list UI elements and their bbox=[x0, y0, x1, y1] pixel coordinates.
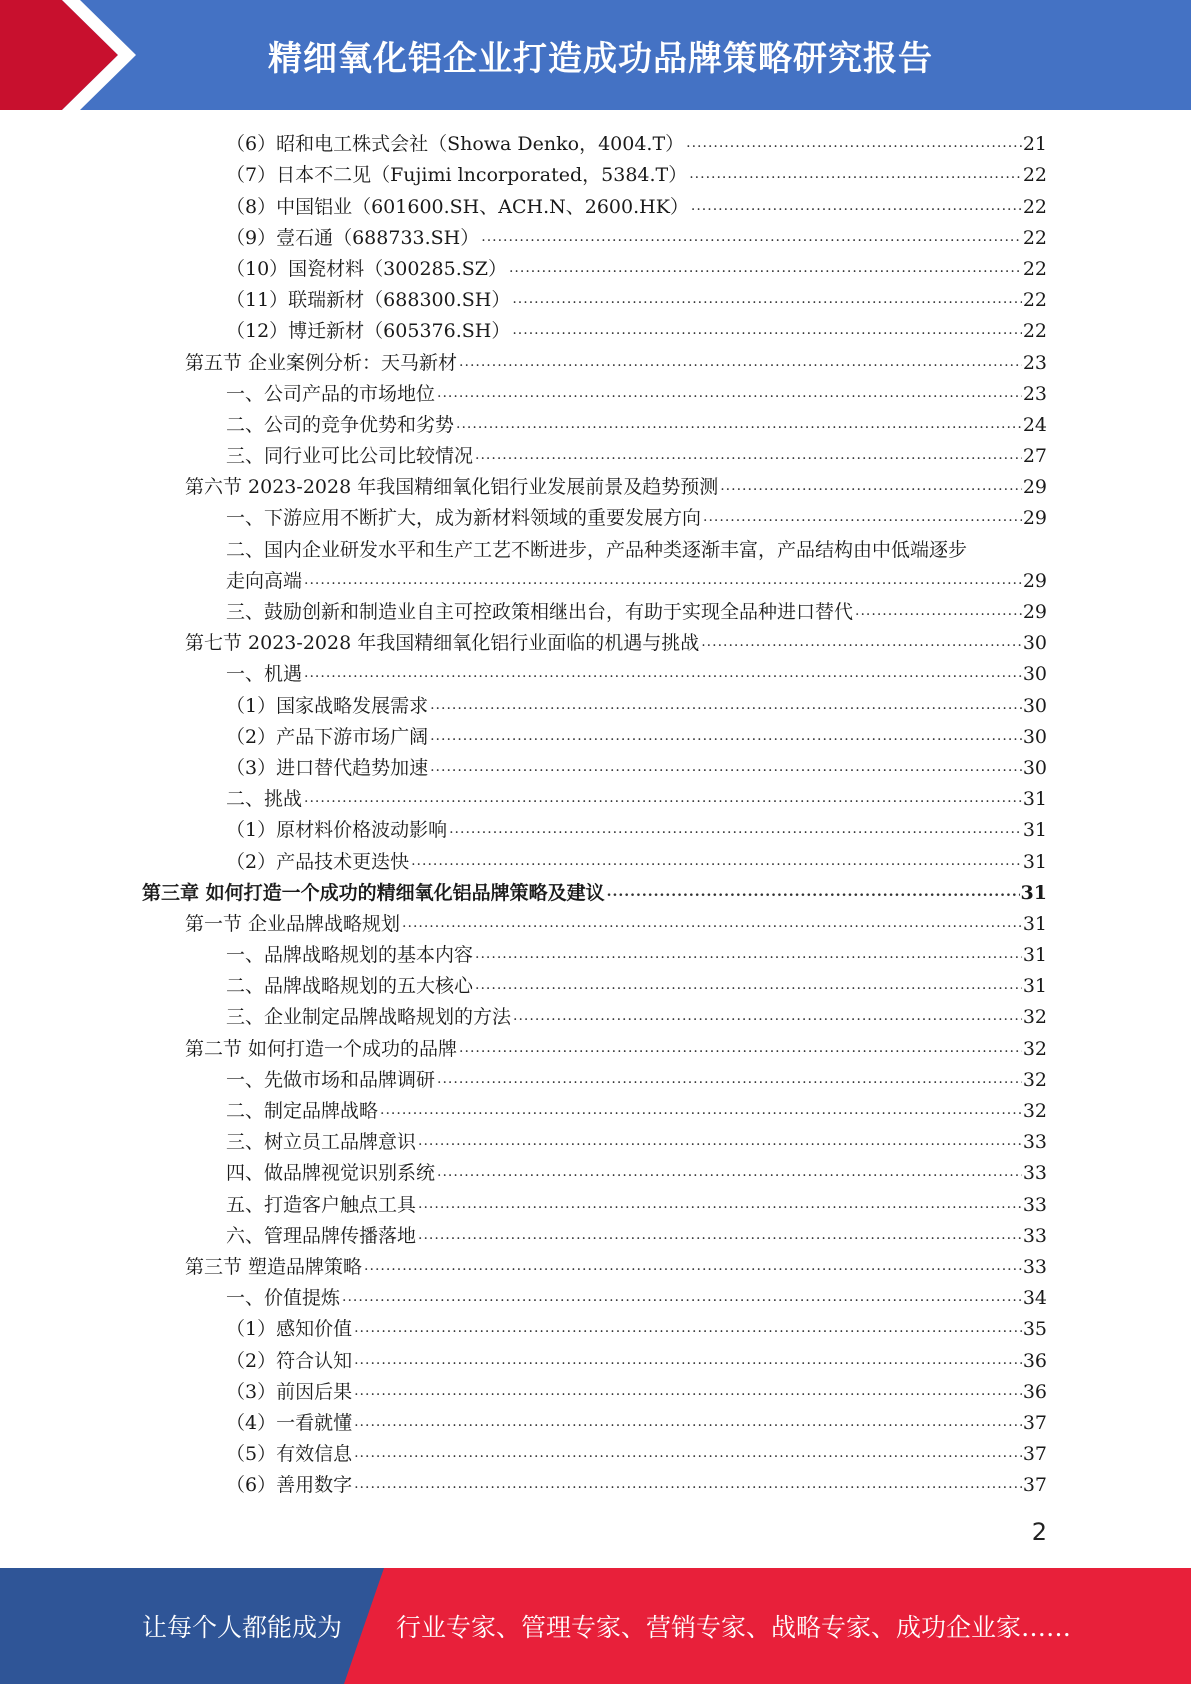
toc-leader-dots bbox=[402, 918, 1022, 932]
toc-entry[interactable] bbox=[0, 221, 1191, 252]
toc-entry-title: （10）国瓷材料（300285.SZ） bbox=[226, 257, 507, 280]
toc-entry-title: 第六节 2023-2028 年我国精细氧化铝行业发展前景及趋势预测 bbox=[185, 476, 719, 499]
toc-entry-title: （1）国家战略发展需求 bbox=[226, 694, 429, 717]
toc-entry-title: 一、公司产品的市场地位 bbox=[226, 382, 436, 405]
footer-slogan-left: 让每个人都能成为 bbox=[142, 1613, 343, 1642]
toc-entry-title: 二、挑战 bbox=[226, 788, 303, 811]
toc-entry[interactable] bbox=[0, 1063, 1191, 1094]
toc-leader-dots bbox=[691, 201, 1022, 215]
toc-entry-page: 31 bbox=[1022, 788, 1047, 811]
toc-entry-title: 一、下游应用不断扩大，成为新材料领域的重要发展方向 bbox=[226, 507, 702, 530]
toc-entry-page: 30 bbox=[1022, 725, 1047, 748]
toc-entry[interactable] bbox=[0, 532, 1191, 594]
toc-entry-page: 29 bbox=[1022, 601, 1047, 623]
toc-leader-dots bbox=[456, 419, 1022, 433]
toc-entry[interactable] bbox=[0, 283, 1191, 314]
toc-entry-title: 第二节 如何打造一个成功的品牌 bbox=[185, 1037, 458, 1060]
toc-entry[interactable] bbox=[0, 907, 1191, 938]
toc-entry[interactable] bbox=[0, 314, 1191, 345]
toc-entry[interactable] bbox=[0, 969, 1191, 1000]
toc-leader-dots bbox=[509, 263, 1022, 277]
toc-entry-title: 三、同行业可比公司比较情况 bbox=[226, 445, 474, 468]
toc-entry-title: （2）符合认知 bbox=[226, 1349, 353, 1372]
toc-entry-page: 30 bbox=[1022, 632, 1047, 655]
toc-entry-page: 24 bbox=[1022, 413, 1047, 436]
toc-entry[interactable] bbox=[0, 1094, 1191, 1125]
toc-leader-dots bbox=[513, 1011, 1022, 1025]
toc-entry[interactable] bbox=[0, 657, 1191, 688]
toc-entry-page: 37 bbox=[1022, 1411, 1047, 1434]
toc-entry-page: 35 bbox=[1022, 1318, 1047, 1341]
toc-entry[interactable] bbox=[0, 470, 1191, 501]
toc-entry-title-continued: 走向高端 bbox=[226, 569, 303, 592]
toc-entry-title: 二、公司的竞争优势和劣势 bbox=[226, 413, 455, 436]
toc-entry[interactable] bbox=[0, 158, 1191, 189]
toc-leader-dots bbox=[481, 232, 1022, 246]
toc-entry-page: 22 bbox=[1022, 164, 1047, 187]
toc-entry[interactable] bbox=[0, 377, 1191, 408]
toc-entry-page: 22 bbox=[1022, 289, 1047, 312]
toc-entry-title: （7）日本不二见（Fujimi lncorporated，5384.T） bbox=[226, 164, 688, 187]
toc-entry-title: 第七节 2023-2028 年我国精细氧化铝行业面临的机遇与挑战 bbox=[185, 632, 700, 655]
toc-entry-title: 二、品牌战略规划的五大核心 bbox=[226, 975, 474, 998]
toc-entry[interactable] bbox=[0, 1437, 1191, 1468]
toc-entry-page: 30 bbox=[1022, 756, 1047, 779]
toc-entry[interactable] bbox=[0, 1000, 1191, 1031]
toc-entry[interactable] bbox=[0, 1250, 1191, 1281]
toc-entry[interactable] bbox=[0, 1031, 1191, 1062]
toc-entry[interactable] bbox=[0, 1125, 1191, 1156]
toc-leader-dots bbox=[380, 1105, 1022, 1119]
toc-leader-dots bbox=[430, 731, 1022, 745]
toc-leader-dots bbox=[364, 1261, 1022, 1275]
toc-entry[interactable] bbox=[0, 626, 1191, 657]
toc-entry-page: 22 bbox=[1022, 257, 1047, 280]
toc-entry-page: 37 bbox=[1022, 1474, 1047, 1497]
toc-leader-dots bbox=[354, 1386, 1022, 1400]
toc-entry-page: 32 bbox=[1022, 1037, 1047, 1060]
toc-entry-title: （3）进口替代趋势加速 bbox=[226, 756, 429, 779]
toc-leader-dots bbox=[475, 450, 1022, 464]
toc-entry-page: 30 bbox=[1022, 694, 1047, 717]
toc-entry[interactable] bbox=[0, 595, 1191, 626]
toc-entry-title: （9）壹石通（688733.SH） bbox=[226, 226, 480, 249]
toc-entry-title: （2）产品技术更迭快 bbox=[226, 850, 410, 873]
toc-entry[interactable] bbox=[0, 501, 1191, 532]
toc-leader-dots bbox=[701, 637, 1022, 651]
toc-leader-dots bbox=[430, 700, 1022, 714]
page-header bbox=[0, 0, 1191, 110]
toc-entry-page: 33 bbox=[1022, 1255, 1047, 1278]
toc-entry-page: 29 bbox=[1022, 476, 1047, 499]
toc-entry-title: 三、企业制定品牌战略规划的方法 bbox=[226, 1006, 512, 1029]
toc-leader-dots bbox=[354, 1323, 1022, 1337]
toc-entry-title: 四、做品牌视觉识别系统 bbox=[226, 1162, 436, 1185]
toc-entry-title: 第三节 塑造品牌策略 bbox=[185, 1255, 363, 1278]
toc-entry-page: 29 bbox=[1022, 569, 1047, 592]
toc-entry[interactable] bbox=[0, 189, 1191, 220]
toc-leader-dots bbox=[304, 668, 1022, 682]
toc-leader-dots bbox=[354, 1355, 1022, 1369]
toc-entry-title: 六、管理品牌传播落地 bbox=[226, 1224, 417, 1247]
toc-entry-page: 32 bbox=[1022, 1100, 1047, 1122]
toc-entry-title: 二、国内企业研发水平和生产工艺不断进步，产品种类逐渐丰富，产品结构由中低端逐步 bbox=[226, 538, 968, 561]
toc-entry-title: （6）善用数字 bbox=[226, 1474, 353, 1497]
toc-entry-page: 36 bbox=[1022, 1380, 1047, 1403]
toc-entry-page: 36 bbox=[1022, 1349, 1047, 1372]
toc-leader-dots bbox=[459, 357, 1022, 371]
toc-leader-dots bbox=[449, 824, 1022, 838]
table-of-contents bbox=[0, 127, 1191, 1499]
toc-entry-title: 第三章 如何打造一个成功的精细氧化铝品牌策略及建议 bbox=[142, 881, 605, 904]
toc-entry-title: 一、品牌战略规划的基本内容 bbox=[226, 944, 474, 967]
toc-entry-title: （4）一看就懂 bbox=[226, 1411, 353, 1434]
toc-leader-dots bbox=[437, 1167, 1022, 1181]
toc-entry[interactable] bbox=[0, 688, 1191, 719]
toc-entry-title: 二、制定品牌战略 bbox=[226, 1100, 379, 1122]
toc-entry-page: 23 bbox=[1022, 382, 1047, 405]
toc-entry[interactable] bbox=[0, 1312, 1191, 1343]
toc-entry-title: （5）有效信息 bbox=[226, 1443, 353, 1466]
toc-entry[interactable] bbox=[0, 1406, 1191, 1437]
toc-entry-title: （11）联瑞新材（688300.SH） bbox=[226, 289, 511, 312]
toc-entry-title: 三、鼓励创新和制造业自主可控政策相继出台，有助于实现全品种进口替代 bbox=[226, 601, 854, 623]
toc-entry[interactable] bbox=[0, 751, 1191, 782]
toc-leader-dots bbox=[459, 1043, 1022, 1057]
toc-leader-dots bbox=[475, 949, 1022, 963]
toc-leader-dots bbox=[475, 980, 1022, 994]
toc-entry-page: 32 bbox=[1022, 1068, 1047, 1091]
page-footer bbox=[0, 1568, 1191, 1684]
toc-leader-dots bbox=[855, 606, 1022, 620]
toc-entry-page: 34 bbox=[1022, 1287, 1047, 1310]
toc-entry[interactable] bbox=[0, 782, 1191, 813]
toc-entry[interactable] bbox=[0, 345, 1191, 376]
report-title: 精细氧化铝企业打造成功品牌策略研究报告 bbox=[268, 38, 933, 79]
toc-leader-dots bbox=[689, 169, 1022, 183]
toc-entry-title: （3）前因后果 bbox=[226, 1380, 353, 1403]
toc-entry-title: （2）产品下游市场广阔 bbox=[226, 725, 429, 748]
toc-entry[interactable] bbox=[0, 1281, 1191, 1312]
toc-leader-dots bbox=[354, 1417, 1022, 1431]
toc-entry[interactable] bbox=[0, 844, 1191, 875]
toc-entry[interactable] bbox=[0, 1156, 1191, 1187]
toc-entry-title: 第五节 企业案例分析：天马新材 bbox=[185, 351, 458, 374]
toc-entry-page: 22 bbox=[1022, 320, 1047, 343]
toc-entry-page: 21 bbox=[1022, 133, 1047, 156]
toc-entry-page: 37 bbox=[1022, 1443, 1047, 1466]
toc-entry-page: 32 bbox=[1022, 1006, 1047, 1029]
toc-entry-page: 27 bbox=[1022, 445, 1047, 468]
toc-entry-page: 33 bbox=[1022, 1162, 1047, 1185]
toc-leader-dots bbox=[607, 887, 1020, 901]
toc-entry-title: （1）原材料价格波动影响 bbox=[226, 819, 448, 842]
toc-entry[interactable] bbox=[0, 1187, 1191, 1218]
toc-leader-dots bbox=[437, 1074, 1022, 1088]
toc-leader-dots bbox=[354, 1479, 1022, 1493]
toc-entry-page: 33 bbox=[1022, 1224, 1047, 1247]
toc-entry[interactable] bbox=[0, 938, 1191, 969]
toc-leader-dots bbox=[720, 481, 1022, 495]
toc-leader-dots bbox=[418, 1199, 1022, 1213]
toc-entry-title: 一、机遇 bbox=[226, 663, 303, 686]
toc-entry-page: 22 bbox=[1022, 195, 1047, 218]
toc-entry[interactable] bbox=[0, 813, 1191, 844]
toc-entry-page: 31 bbox=[1022, 944, 1047, 967]
toc-entry-page: 33 bbox=[1022, 1131, 1047, 1154]
toc-entry-page: 30 bbox=[1022, 663, 1047, 686]
toc-leader-dots bbox=[411, 856, 1022, 870]
toc-entry-page: 31 bbox=[1022, 819, 1047, 842]
page-number: 2 bbox=[1031, 1518, 1047, 1546]
toc-entry[interactable] bbox=[0, 720, 1191, 751]
toc-entry-page: 33 bbox=[1022, 1193, 1047, 1216]
toc-leader-dots bbox=[342, 1292, 1022, 1306]
toc-entry[interactable] bbox=[0, 252, 1191, 283]
toc-leader-dots bbox=[686, 138, 1022, 152]
toc-entry[interactable] bbox=[0, 408, 1191, 439]
toc-entry-page: 29 bbox=[1022, 507, 1047, 530]
toc-entry[interactable] bbox=[0, 1375, 1191, 1406]
toc-entry-page: 23 bbox=[1022, 351, 1047, 374]
toc-leader-dots bbox=[418, 1136, 1022, 1150]
footer-slogan-right: 行业专家、管理专家、营销专家、战略专家、成功企业家…… bbox=[396, 1613, 1072, 1642]
toc-entry[interactable] bbox=[0, 1219, 1191, 1250]
toc-entry[interactable] bbox=[0, 876, 1191, 907]
toc-leader-dots bbox=[703, 512, 1022, 526]
toc-entry-title: 第一节 企业品牌战略规划 bbox=[185, 912, 401, 935]
toc-entry-title: （1）感知价值 bbox=[226, 1318, 353, 1341]
toc-entry-title: （12）博迁新材（605376.SH） bbox=[226, 320, 511, 343]
toc-entry[interactable] bbox=[0, 1468, 1191, 1499]
toc-leader-dots bbox=[418, 1230, 1022, 1244]
toc-leader-dots bbox=[354, 1448, 1022, 1462]
toc-entry-title: （8）中国铝业（601600.SH、ACH.N、2600.HK） bbox=[226, 195, 689, 218]
toc-entry-title: 五、打造客户触点工具 bbox=[226, 1193, 417, 1216]
toc-entry-page: 31 bbox=[1022, 975, 1047, 998]
toc-leader-dots bbox=[512, 294, 1021, 308]
toc-entry[interactable] bbox=[0, 127, 1191, 158]
toc-leader-dots bbox=[437, 388, 1022, 402]
toc-leader-dots bbox=[304, 575, 1022, 589]
toc-entry-page: 31 bbox=[1022, 850, 1047, 873]
toc-entry-page: 22 bbox=[1022, 226, 1047, 249]
toc-entry-title: （6）昭和电工株式会社（Showa Denko，4004.T） bbox=[226, 133, 685, 156]
toc-entry-title: 一、先做市场和品牌调研 bbox=[226, 1068, 436, 1091]
toc-entry-page: 31 bbox=[1022, 912, 1047, 935]
toc-entry[interactable] bbox=[0, 1343, 1191, 1374]
toc-entry[interactable] bbox=[0, 439, 1191, 470]
toc-entry-title: 三、树立员工品牌意识 bbox=[226, 1131, 417, 1154]
toc-leader-dots bbox=[512, 325, 1021, 339]
toc-entry-title: 一、价值提炼 bbox=[226, 1287, 341, 1310]
toc-entry-page: 31 bbox=[1020, 881, 1047, 904]
toc-leader-dots bbox=[430, 762, 1022, 776]
toc-leader-dots bbox=[304, 793, 1022, 807]
header-arrow-decoration bbox=[0, 0, 150, 110]
